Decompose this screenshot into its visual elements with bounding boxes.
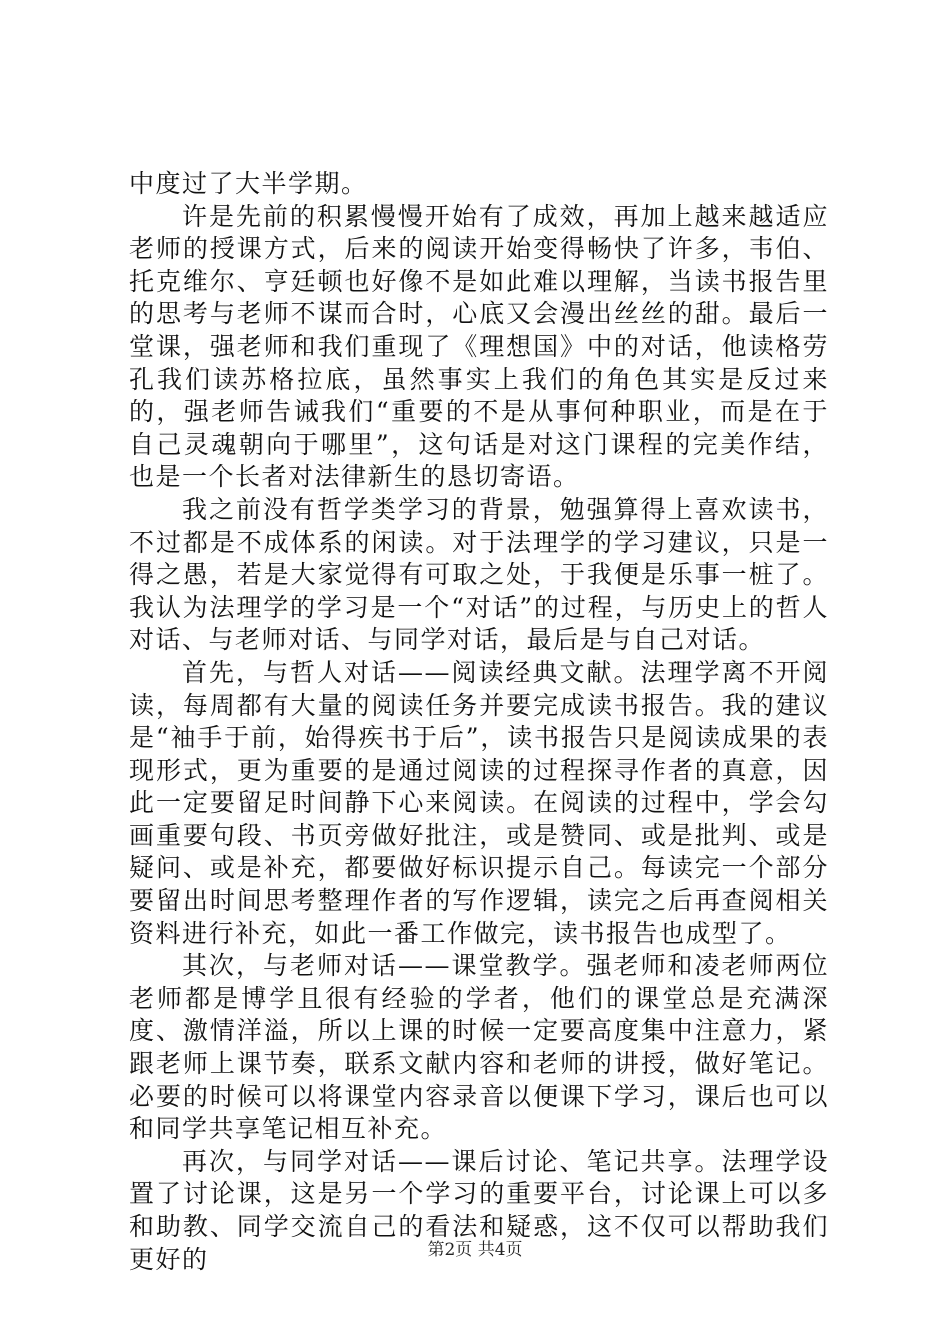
paragraph-continuation: 中度过了大半学期。	[129, 169, 368, 198]
document-body	[129, 168, 829, 1276]
paragraph-learning-advice-intro: 我之前没有哲学类学习的背景，勉强算得上喜欢读书，不过都是不成体系的闲读。对于法理学的学习建议，只是一得之愚，若是大家觉得有可取之处，于我便是乐事一桩了。我认为法理学的学习是一个“对话”的过程，与历史上的哲人对话、与老师对话、与同学对话，最后是与自己对话。	[129, 494, 829, 655]
paragraph-dialogue-with-philosophers: 首先，与哲人对话——阅读经典文献。法理学离不开阅读，每周都有大量的阅读任务并要完成读书报告。我的建议是“袖手于前，始得疾书于后”，读书报告只是阅读成果的表现形式，更为重要的是通过阅读的过程探寻作者的真意，因此一定要留足时间静下心来阅读。在阅读的过程中，学会勾画重要句段、书页旁做好批注，或是赞同、或是批判、或是疑问、或是补充，都要做好标识提示自己。每读完一个部分要留出时间思考整理作者的写作逻辑，读完之后再查阅相关资料进行补充，如此一番工作做完，读书报告也成型了。	[129, 657, 829, 948]
paragraph-dialogue-with-teachers: 其次，与老师对话——课堂教学。强老师和凌老师两位老师都是博学且很有经验的学者，他们的课堂总是充满深度、激情洋溢，所以上课的时候一定要高度集中注意力，紧跟老师上课节奏，联系文献内容和老师的讲授，做好笔记。必要的时候可以将课堂内容录音以便课下学习，课后也可以和同学共享笔记相互补充。	[129, 951, 829, 1144]
page-number-footer: 第2页 共4页	[427, 1240, 523, 1260]
paragraph-reading-progress: 许是先前的积累慢慢开始有了成效，再加上越来越适应老师的授课方式，后来的阅读开始变得畅快了许多，韦伯、托克维尔、亨廷顿也好像不是如此难以理解，当读书报告里的思考与老师不谋而合时，心底又会漫出丝丝的甜。最后一堂课，强老师和我们重现了《理想国》中的对话，他读格劳孔我们读苏格拉底，虽然事实上我们的角色其实是反过来的，强老师告诫我们“重要的不是从事何种职业，而是在于自己灵魂朝向于哪里”，这句话是对这门课程的完美作结，也是一个长者对法律新生的恳切寄语。	[129, 201, 829, 492]
paragraph-dialogue-with-classmates: 再次，与同学对话——课后讨论、笔记共享。法理学设置了讨论课，这是另一个学习的重要平台，讨论课上可以多和助教、同学交流自己的看法和疑惑，这不仅可以帮助我们更好的	[129, 1146, 829, 1274]
